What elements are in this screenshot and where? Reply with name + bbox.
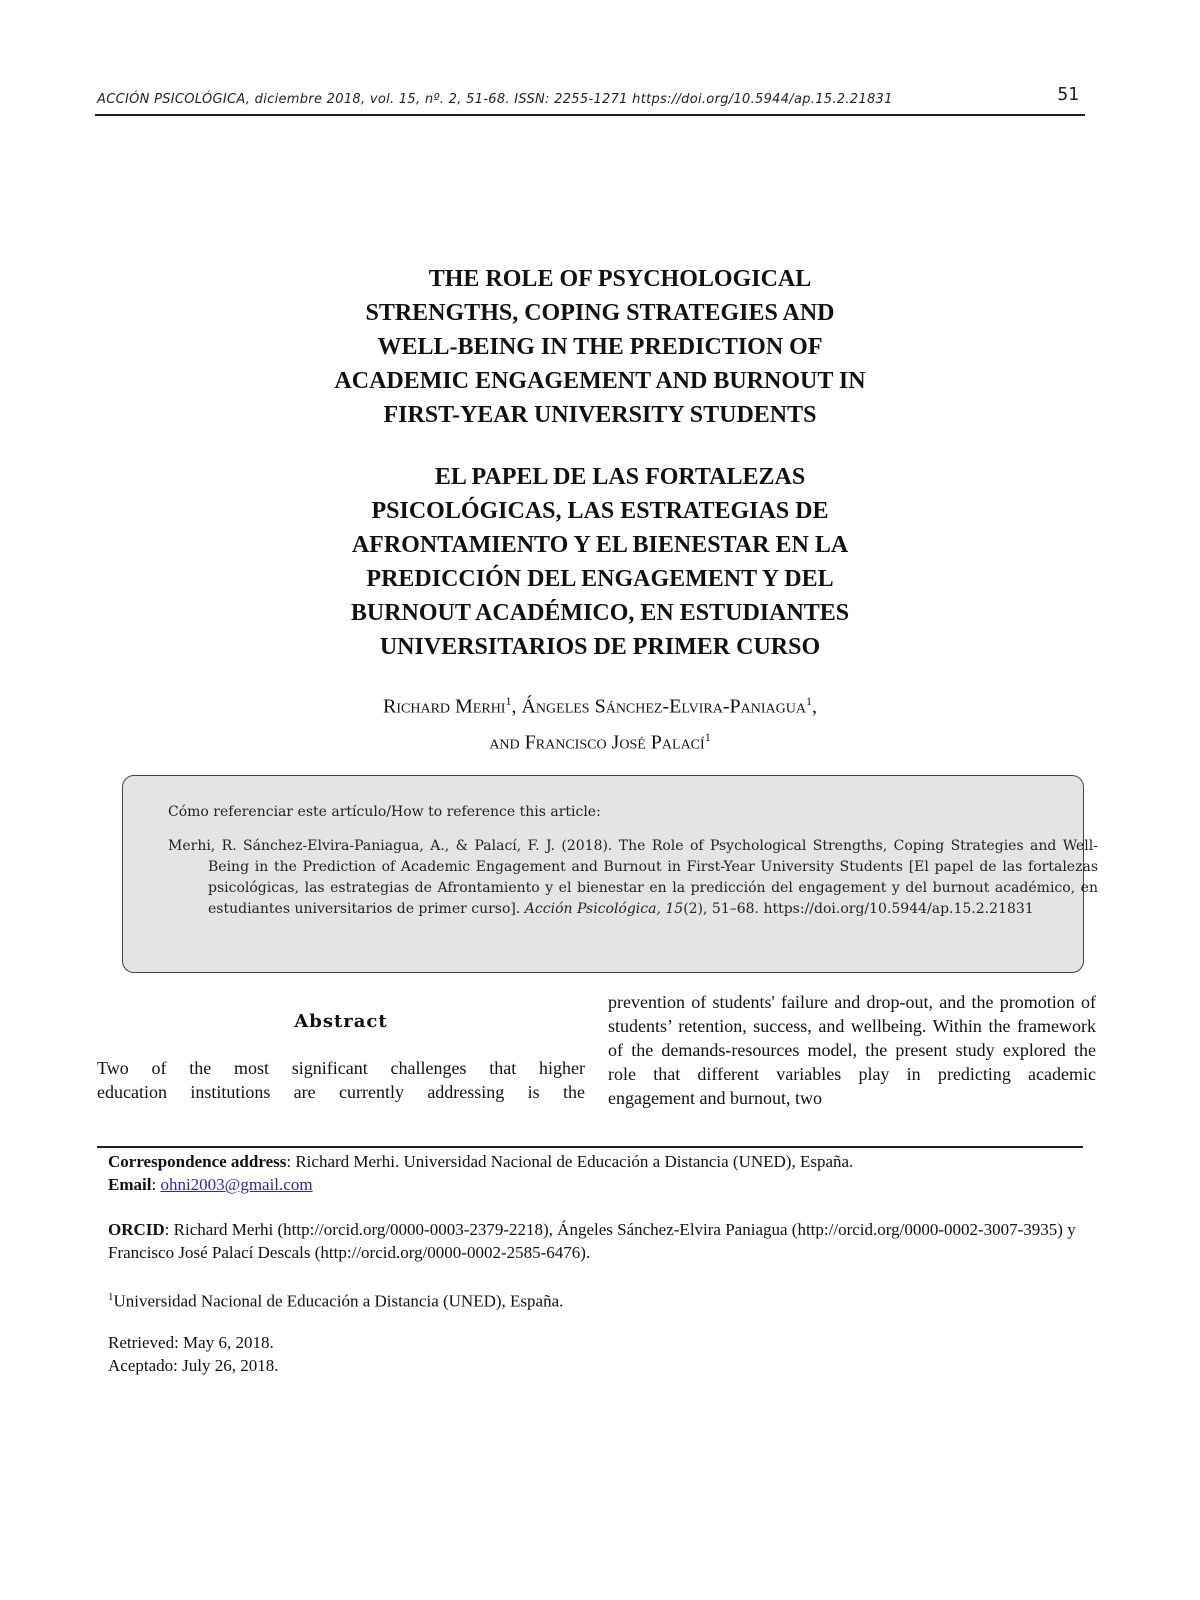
journal-citation-line: ACCIÓN PSICOLÓGICA, diciembre 2018, vol. 15, nº. 2, 51-68. ISSN: 2255-1271 https://doi.org/10.5944/ap.15.2.21831 [97, 92, 893, 107]
citation-main-text: Merhi, R. Sánchez-Elvira-Paniagua, A., & Palací, F. J. (2018). The Role of Psychological Strengths, Coping Strategies and Well-Being in the Prediction of Academic Engagement and Burnout in First-Year University Students [El papel de las fortalezas psicológicas, las estrategias de Afrontamiento y el bienestar en la predicción del engagement y del burnout académico, en estudiantes universitarios de primer curso]. [168, 838, 1098, 917]
running-header [95, 86, 1085, 116]
affiliation-note [108, 1286, 1083, 1313]
title-es-line: EL PAPEL DE LAS FORTALEZAS [434, 464, 806, 490]
affiliation-mark: 1 [108, 1291, 114, 1303]
citation-reference [168, 836, 1098, 920]
affiliation-mark: 1 [704, 729, 711, 744]
citation-issue: (2), [683, 901, 708, 917]
title-en-line: ACADEMIC ENGAGEMENT AND BURNOUT IN [334, 368, 866, 394]
author-name: Richard Merhi [383, 695, 506, 718]
affiliation-mark: 1 [505, 694, 512, 708]
citation-journal: Acción Psicológica, 15 [524, 901, 684, 917]
correspondence-text: : Richard Merhi. Universidad Nacional de Educación a Distancia (UNED), España. [286, 1152, 854, 1171]
title-es-line: UNIVERSITARIOS DE PRIMER CURSO [379, 634, 821, 660]
title-es-line: PREDICCIÓN DEL ENGAGEMENT Y DEL [366, 566, 834, 592]
title-en-line: THE ROLE OF PSYCHOLOGICAL [428, 266, 812, 292]
affiliation-mark: 1 [805, 694, 812, 708]
author-separator: , [811, 695, 817, 718]
correspondence-label: Correspondence address [108, 1152, 287, 1171]
title-spanish [250, 460, 950, 664]
page-number: 51 [1057, 84, 1079, 105]
email-line [108, 1173, 1083, 1196]
orcid-label: ORCID [108, 1220, 165, 1239]
how-to-cite-box [122, 775, 1098, 973]
title-en-line: STRENGTHS, COPING STRATEGIES AND [365, 300, 835, 326]
title-english [250, 262, 950, 432]
orcid-line [108, 1218, 1083, 1264]
abstract-line: education institutions are currently addressing is the [97, 1082, 585, 1102]
title-es-line: AFRONTAMIENTO Y EL BIENESTAR EN LA [351, 532, 849, 558]
correspondence-address [108, 1150, 1083, 1173]
abstract-heading: Abstract [294, 1011, 388, 1032]
author-name: and Francisco José Palací [489, 731, 705, 754]
title-en-line: FIRST-YEAR UNIVERSITY STUDENTS [383, 402, 817, 428]
author-name: , Ángeles Sánchez-Elvira-Paniagua [511, 695, 806, 718]
abstract-line: Two of the most significant challenges that higher [97, 1058, 585, 1078]
email-link[interactable]: ohni2003@gmail.com [160, 1175, 313, 1194]
footnote-divider [97, 1146, 1083, 1148]
title-es-line: PSICOLÓGICAS, LAS ESTRATEGIAS DE [371, 498, 829, 524]
title-en-line: WELL-BEING IN THE PREDICTION OF [377, 334, 823, 360]
affiliation-text: Universidad Nacional de Educación a Distancia (UNED), España. [113, 1291, 564, 1311]
accepted-date: Aceptado: July 26, 2018. [108, 1355, 279, 1375]
retrieved-date: Retrieved: May 6, 2018. [108, 1332, 274, 1352]
footnotes [108, 1150, 1083, 1377]
citation-pages-doi: 51–68. https://doi.org/10.5944/ap.15.2.21831 [707, 901, 1034, 917]
email-label: Email [108, 1175, 152, 1194]
how-to-cite-heading: Cómo referenciar este artículo/How to reference this article: [168, 804, 601, 820]
abstract-left-column [97, 1010, 585, 1104]
author-list [250, 686, 950, 757]
title-es-line: BURNOUT ACADÉMICO, EN ESTUDIANTES [350, 600, 850, 626]
abstract-right-column: prevention of students' failure and drop-out, and the promotion of students’ retention, success, and wellbeing. Within the framework of the demands-resources model, the present study explored the role that different variables play in predicting academic engagement and burnout, two [608, 992, 1096, 1108]
orcid-text: : Richard Merhi (http://orcid.org/0000-0003-2379-2218), Ángeles Sánchez-Elvira Paniagua (http://orcid.org/0000-0002-3007-3935) y Francisco José Palací Descals (http://orcid.org/0000-0002-2585-6476). [108, 1220, 1076, 1262]
email-separator: : [151, 1175, 161, 1194]
